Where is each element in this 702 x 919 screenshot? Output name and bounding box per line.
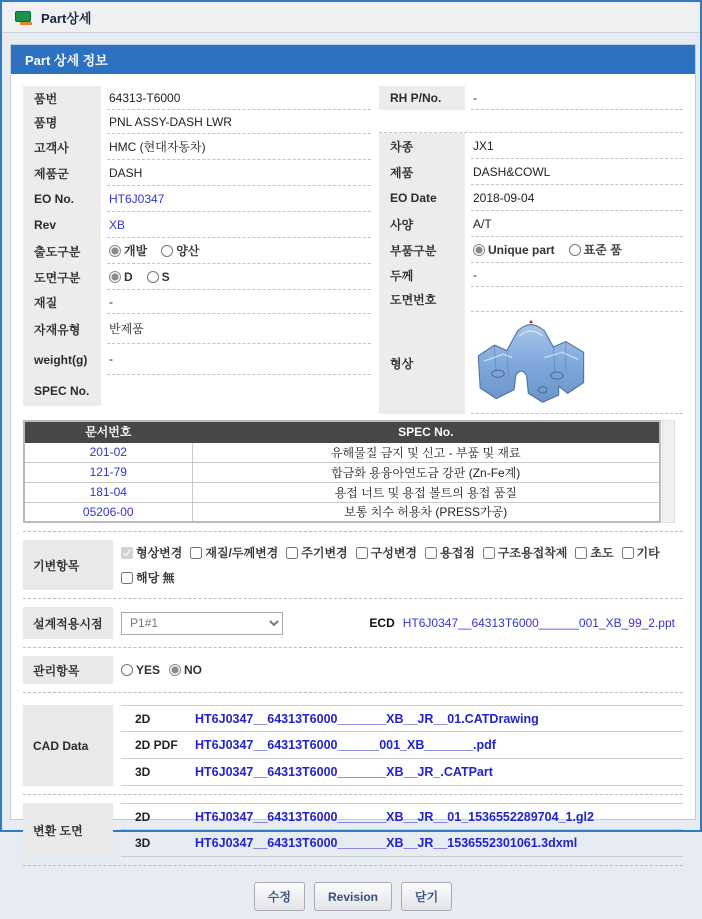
button-bar xyxy=(23,882,683,911)
field-value: - xyxy=(471,263,683,287)
radio-option[interactable]: 개발 xyxy=(109,242,147,259)
checkbox-input[interactable] xyxy=(121,572,133,584)
field-label: 품번 xyxy=(23,86,101,110)
table-scrollbar[interactable] xyxy=(662,420,675,523)
field-value xyxy=(107,264,371,290)
checkbox-input[interactable] xyxy=(483,547,495,559)
field-row xyxy=(379,185,683,211)
panel-body xyxy=(11,74,695,919)
edit-button[interactable]: 수정 xyxy=(254,882,305,911)
radio-option[interactable]: 양산 xyxy=(161,242,199,259)
file-row xyxy=(121,830,683,857)
section-label: 기변항목 xyxy=(23,540,113,590)
app-title: Part상세 xyxy=(41,10,92,26)
spec-table xyxy=(23,420,661,523)
checkbox-input[interactable] xyxy=(575,547,587,559)
file-type: 2D xyxy=(135,809,151,824)
field-value: DASH xyxy=(107,160,371,186)
file-type: 3D xyxy=(135,765,151,779)
field-label: 도면구분 xyxy=(23,264,101,290)
checkbox-option[interactable]: 초도 xyxy=(575,544,613,561)
field-value xyxy=(107,375,371,406)
spec-cell: 합금화 용융아연도금 강판 (Zn-Fe계) xyxy=(192,462,660,482)
field-row xyxy=(379,237,683,263)
field-label: SPEC No. xyxy=(23,375,101,406)
field-label: 출도구분 xyxy=(23,238,101,264)
field-row xyxy=(379,211,683,237)
field-label: EO Date xyxy=(379,185,465,211)
eo-no-link[interactable]: HT6J0347 xyxy=(109,191,165,206)
field-value xyxy=(471,237,683,263)
separator xyxy=(23,531,683,532)
field-row xyxy=(23,314,371,344)
checkbox-option[interactable]: 형상변경 xyxy=(121,544,182,561)
checkbox-option[interactable]: 용접점 xyxy=(425,544,475,561)
field-row xyxy=(23,86,371,110)
radio-option[interactable]: D xyxy=(109,270,133,284)
panel-title: Part 상세 정보 xyxy=(11,45,695,74)
section-label: 변환 도면 xyxy=(23,803,113,857)
field-value: A/T xyxy=(471,211,683,237)
separator xyxy=(23,647,683,648)
spec-cell: 유해물질 금지 및 신고 - 부품 및 재료 xyxy=(192,442,660,462)
field-value xyxy=(107,186,371,212)
field-value: 2018-09-04 xyxy=(471,185,683,211)
checkbox-input[interactable] xyxy=(356,547,368,559)
separator xyxy=(23,794,683,795)
field-row xyxy=(379,133,683,159)
field-row xyxy=(23,110,371,134)
separator xyxy=(23,865,683,866)
table-row xyxy=(24,462,660,482)
field-label: 형상 xyxy=(379,312,465,414)
checkbox-option[interactable]: 구조용접착제 xyxy=(483,544,568,561)
radio-input[interactable] xyxy=(147,271,159,283)
spec-header-specno: SPEC No. xyxy=(192,421,660,442)
checkbox-input[interactable] xyxy=(190,547,202,559)
field-row xyxy=(379,287,683,312)
checkbox-input[interactable] xyxy=(622,547,634,559)
field-label: 재질 xyxy=(23,290,101,314)
field-spacer xyxy=(379,110,683,133)
separator xyxy=(23,598,683,599)
field-value xyxy=(471,312,683,414)
field-value: 반제품 xyxy=(107,314,371,344)
cad-data-section xyxy=(23,705,683,786)
field-label: 부품구분 xyxy=(379,237,465,263)
radio-input[interactable] xyxy=(109,245,121,257)
spec-cell: 용접 너트 및 용접 볼트의 용접 품질 xyxy=(192,482,660,502)
cad-file-link[interactable]: HT6J0347__64313T6000_______XB__JR_.CATPart xyxy=(195,765,493,779)
checkbox-input[interactable] xyxy=(286,547,298,559)
checkbox-option[interactable]: 주기변경 xyxy=(286,544,347,561)
change-items-row xyxy=(23,540,683,590)
converted-file-link[interactable]: HT6J0347__64313T6000_______XB__JR__01_1536552289704_1.gl2 xyxy=(195,809,594,824)
doc-no-link[interactable]: 121-79 xyxy=(89,465,127,479)
section-label: 관리항목 xyxy=(23,656,113,684)
radio-option[interactable]: 표준 품 xyxy=(569,241,622,258)
radio-option[interactable]: YES xyxy=(121,663,160,677)
field-label: 두께 xyxy=(379,263,465,287)
field-label: 자재유형 xyxy=(23,314,101,344)
field-row xyxy=(23,186,371,212)
manage-item-row xyxy=(23,656,683,684)
field-row xyxy=(23,212,371,238)
field-value: - xyxy=(107,290,371,314)
radio-input[interactable] xyxy=(121,664,133,676)
separator xyxy=(23,692,683,693)
spec-header-docno: 문서번호 xyxy=(24,421,192,442)
section-label: 설계적용시점 xyxy=(23,607,113,639)
field-label: 차종 xyxy=(379,133,465,159)
field-row xyxy=(379,159,683,185)
field-value xyxy=(107,238,371,264)
file-type: 3D xyxy=(135,836,151,850)
file-type: 2D xyxy=(135,711,151,726)
field-value: 64313-T6000 xyxy=(107,86,371,110)
app-header xyxy=(2,2,700,33)
field-label: 고객사 xyxy=(23,134,101,160)
radio-input[interactable] xyxy=(161,245,173,257)
spec-table-wrap xyxy=(23,420,683,523)
table-row xyxy=(24,502,660,522)
part-shape-image xyxy=(473,317,589,409)
field-row xyxy=(23,375,371,406)
field-label: EO No. xyxy=(23,186,101,212)
field-value: PNL ASSY-DASH LWR xyxy=(107,110,371,134)
radio-input[interactable] xyxy=(569,244,581,256)
radio-option[interactable]: Unique part xyxy=(473,243,555,257)
table-row xyxy=(24,482,660,502)
radio-input[interactable] xyxy=(109,271,121,283)
field-value: HMC (현대자동차) xyxy=(107,134,371,160)
rev-link[interactable]: XB xyxy=(109,217,126,232)
table-row xyxy=(24,442,660,462)
field-row xyxy=(23,238,371,264)
field-row xyxy=(23,264,371,290)
field-row xyxy=(379,263,683,287)
doc-no-link[interactable]: 181-04 xyxy=(89,485,127,499)
radio-option[interactable]: S xyxy=(147,270,170,284)
radio-input[interactable] xyxy=(169,664,181,676)
design-apply-row xyxy=(23,607,683,639)
converted-file-link[interactable]: HT6J0347__64313T6000_______XB__JR__1536552301061.3dxml xyxy=(195,836,578,850)
right-column xyxy=(379,86,683,414)
file-row xyxy=(121,759,683,786)
field-value: DASH&COWL xyxy=(471,159,683,185)
checkbox-input[interactable] xyxy=(121,547,133,559)
field-label: 제품 xyxy=(379,159,465,185)
cad-file-link[interactable]: HT6J0347__64313T6000______001_XB_______.pdf xyxy=(195,738,496,752)
field-row xyxy=(23,160,371,186)
doc-no-link[interactable]: 201-02 xyxy=(89,445,127,459)
spec-header-row xyxy=(24,421,660,442)
ecd-link[interactable]: HT6J0347__64313T6000______001_XB_99_2.ppt xyxy=(402,616,675,630)
revision-button[interactable]: Revision xyxy=(314,882,392,911)
file-row xyxy=(121,705,683,732)
section-label: CAD Data xyxy=(23,705,113,786)
file-row xyxy=(121,803,683,830)
field-row xyxy=(379,86,683,110)
radio-option[interactable]: NO xyxy=(169,663,202,677)
folder-icon xyxy=(15,11,33,23)
field-value: JX1 xyxy=(471,133,683,159)
doc-no-link[interactable]: 05206-00 xyxy=(82,504,134,519)
radio-input[interactable] xyxy=(473,244,485,256)
field-label: 제품군 xyxy=(23,160,101,186)
field-row xyxy=(23,290,371,314)
field-value xyxy=(471,287,683,312)
field-label: RH P/No. xyxy=(379,86,465,110)
field-row xyxy=(23,344,371,375)
file-row xyxy=(121,732,683,759)
spec-cell: 보통 치수 허용차 (PRESS가공) xyxy=(192,502,660,522)
checkbox-option[interactable]: 해당 無 xyxy=(121,569,175,586)
cad-file-link[interactable]: HT6J0347__64313T6000_______XB__JR__01.CATDrawing xyxy=(195,711,539,726)
file-type: 2D PDF xyxy=(135,738,178,752)
field-value: - xyxy=(107,344,371,375)
converted-drawing-section xyxy=(23,803,683,857)
checkbox-option[interactable]: 재질/두께변경 xyxy=(190,544,278,561)
checkbox-option[interactable]: 기타 xyxy=(622,544,660,561)
field-label: 사양 xyxy=(379,211,465,237)
field-label: weight(g) xyxy=(23,344,101,375)
checkbox-input[interactable] xyxy=(425,547,437,559)
checkbox-option[interactable]: 구성변경 xyxy=(356,544,417,561)
left-column xyxy=(23,86,371,414)
field-value xyxy=(107,212,371,238)
field-row xyxy=(379,312,683,414)
close-button[interactable]: 닫기 xyxy=(401,882,452,911)
field-label: 품명 xyxy=(23,110,101,134)
field-label: 도면번호 xyxy=(379,287,465,312)
field-label: Rev xyxy=(23,212,101,238)
ecd-label: ECD xyxy=(369,616,395,630)
field-value: - xyxy=(471,86,683,110)
part-detail-panel xyxy=(10,44,696,904)
field-row xyxy=(23,134,371,160)
design-apply-select[interactable] xyxy=(121,612,283,635)
